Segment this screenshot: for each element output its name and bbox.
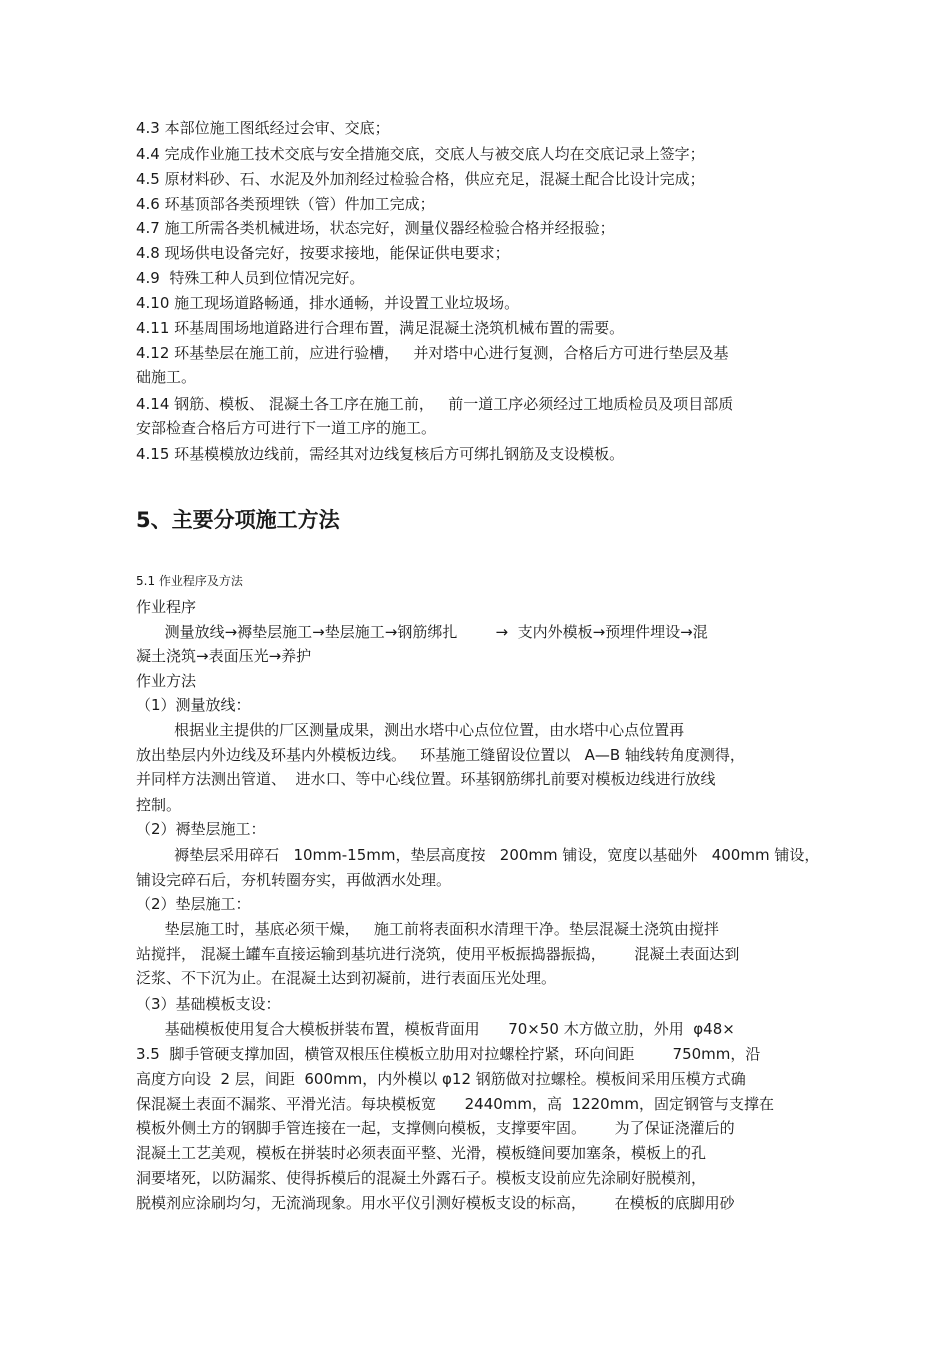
list-item: 4.10 施工现场道路畅通，排水通畅，并设置工业垃圾场。 xyxy=(136,294,520,312)
paragraph-line: （3）基础模板支设： xyxy=(136,995,281,1013)
paragraph-line: 脱模剂应涂刷均匀，无流淌现象。用水平仪引测好模板支设的标高， 在模板的底脚用砂 xyxy=(136,1194,735,1212)
paragraph-line: 洞要堵死，以防漏浆、使得拆模后的混凝土外露石子。模板支设前应先涂刷好脱模剂， xyxy=(136,1169,707,1187)
paragraph-line: 并同样方法测出管道、 进水口、等中心线位置。环基钢筋绑扎前要对模板边线进行放线 xyxy=(136,770,716,788)
paragraph-line: 根据业主提供的厂区测量成果，测出水塔中心点位位置，由水塔中心点位置再 xyxy=(136,721,685,739)
list-item: 4.15 环基模模放边线前，需经其对边线复核后方可绑扎钢筋及支设模板。 xyxy=(136,445,625,463)
paragraph-line: 作业方法 xyxy=(136,672,197,690)
paragraph-line: 放出垫层内外边线及环基内外模板边线。 环基施工缝留设位置以 A—B 轴线转角度测得， xyxy=(136,746,745,764)
paragraph-line: （2）垫层施工： xyxy=(136,895,251,913)
paragraph-line: 测量放线→褥垫层施工→垫层施工→钢筋绑扎 → 支内外模板→预埋件埋设→混 xyxy=(136,623,708,641)
paragraph-line: 基础模板使用复合大模板拼装布置，模板背面用 70×50 木方做立肋，外用 φ48× xyxy=(136,1020,735,1038)
list-item: 4.4 完成作业施工技术交底与安全措施交底，交底人与被交底人均在交底记录上签字； xyxy=(136,145,705,163)
paragraph-line: 高度方向设 2 层，间距 600mm，内外模以 φ12 钢筋做对拉螺栓。模板间采用压模方式确 xyxy=(136,1070,746,1088)
paragraph-line: 作业程序 xyxy=(136,598,197,616)
list-item: 4.12 环基垫层在施工前，应进行验槽， 并对塔中心进行复测，合格后方可进行垫层及基 xyxy=(136,344,729,362)
list-item: 4.8 现场供电设备完好，按要求接地，能保证供电要求； xyxy=(136,244,510,262)
paragraph-line: （1）测量放线： xyxy=(136,696,251,714)
paragraph-line: 铺设完碎石后，夯机转圈夯实，再做洒水处理。 xyxy=(136,871,452,889)
paragraph-line: 站搅拌， 混凝土罐车直接运输到基坑进行浇筑，使用平板振捣器振捣， 混凝土表面达到 xyxy=(136,945,740,963)
subsection-heading: 5.1 作业程序及方法 xyxy=(136,574,243,588)
list-item-cont: 础施工。 xyxy=(136,368,197,386)
paragraph-line: 保混凝土表面不漏浆、平滑光洁。每块模板宽 2440mm，高 1220mm，固定钢管与支撑在 xyxy=(136,1095,774,1113)
list-item-cont: 安部检查合格后方可进行下一道工序的施工。 xyxy=(136,419,437,437)
list-item: 4.7 施工所需各类机械进场，状态完好，测量仪器经检验合格并经报验； xyxy=(136,219,615,237)
paragraph-line: 混凝土工艺美观，模板在拼装时必须表面平整、光滑，模板缝间要加塞条，模板上的孔 xyxy=(136,1144,707,1162)
paragraph-line: 3.5 脚手管硬支撑加固，横管双根压住模板立肋用对拉螺栓拧紧，环向间距 750mm，沿 xyxy=(136,1045,761,1063)
paragraph-line: （2）褥垫层施工： xyxy=(136,820,266,838)
paragraph-line: 控制。 xyxy=(136,796,182,814)
paragraph-line: 模板外侧土方的钢脚手管连接在一起，支撑侧向模板，支撑要牢固。 为了保证浇灌后的 xyxy=(136,1119,735,1137)
list-item: 4.11 环基周围场地道路进行合理布置，满足混凝土浇筑机械布置的需要。 xyxy=(136,319,625,337)
paragraph-line: 泛浆、不下沉为止。在混凝土达到初凝前，进行表面压光处理。 xyxy=(136,969,557,987)
list-item: 4.9 特殊工种人员到位情况完好。 xyxy=(136,269,365,287)
paragraph-line: 凝土浇筑→表面压光→养护 xyxy=(136,647,312,665)
paragraph-line: 垫层施工时，基底必须干燥， 施工前将表面积水清理干净。垫层混凝土浇筑由搅拌 xyxy=(136,920,719,938)
list-item: 4.3 本部位施工图纸经过会审、交底； xyxy=(136,119,390,137)
list-item: 4.6 环基顶部各类预埋铁（管）件加工完成； xyxy=(136,195,435,213)
list-item: 4.14 钢筋、模板、 混凝土各工序在施工前， 前一道工序必须经过工地质检员及项目部质 xyxy=(136,395,734,413)
list-item: 4.5 原材料砂、石、水泥及外加剂经过检验合格，供应充足，混凝土配合比设计完成； xyxy=(136,170,705,188)
section-heading: 5、主要分项施工方法 xyxy=(136,508,340,532)
paragraph-line: 褥垫层采用碎石 10mm-15mm，垫层高度按 200mm 铺设，宽度以基础外 400mm 铺设， xyxy=(136,846,820,864)
